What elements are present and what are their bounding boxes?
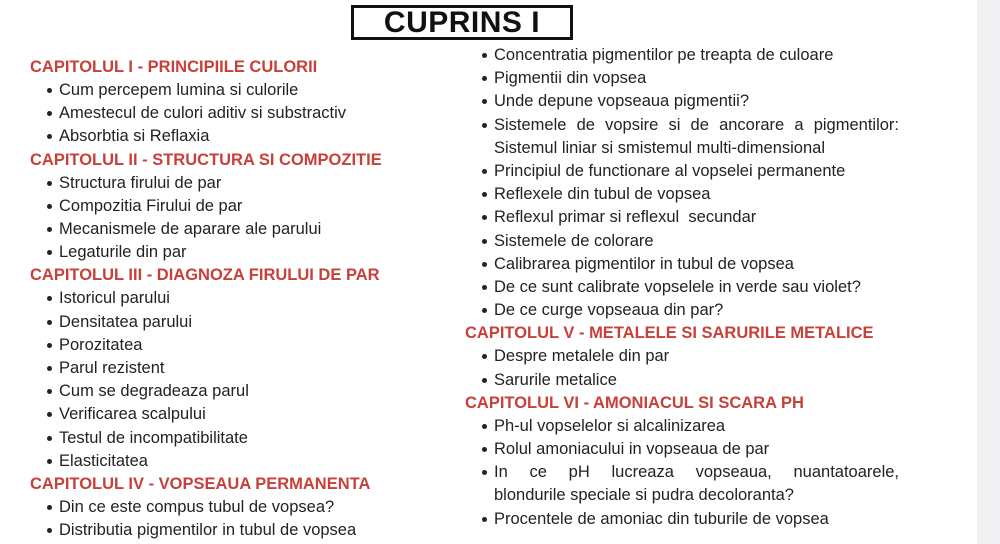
list-item: Principiul de functionare al vopselei permanente — [465, 160, 905, 183]
bullet-icon — [47, 436, 52, 441]
list-item: Porozitatea — [30, 334, 450, 357]
bullet-icon — [482, 192, 487, 197]
bullet-icon — [482, 354, 487, 359]
list-item: Testul de incompatibilitate — [30, 427, 450, 450]
bullet-icon — [482, 169, 487, 174]
chapter-heading: CAPITOLUL I - PRINCIPIILE CULORII — [30, 58, 318, 76]
list-item-line: In ce pH lucreaza vopseaua, nuantatoarele, — [494, 463, 899, 482]
bullet-icon — [482, 76, 487, 81]
bullet-icon — [482, 99, 487, 104]
bullet-icon — [482, 262, 487, 267]
list-item: De ce sunt calibrate vopselele in verde sau violet? — [465, 276, 905, 299]
right-column — [465, 44, 905, 531]
bullet-icon — [47, 250, 52, 255]
bullet-icon — [47, 204, 52, 209]
chapter-heading: CAPITOLUL VI - AMONIACUL SI SCARA PH — [465, 393, 804, 412]
list-item: Din ce este compus tubul de vopsea? — [30, 496, 450, 519]
list-item: De ce curge vopseaua din par? — [465, 299, 905, 322]
bullet-icon — [482, 424, 487, 429]
bullet-icon — [482, 378, 487, 383]
chapter-heading: CAPITOLUL II - STRUCTURA SI COMPOZITIE — [30, 150, 382, 169]
bullet-icon — [47, 528, 52, 533]
list-item: Elasticitatea — [30, 450, 450, 473]
bullet-icon — [47, 459, 52, 464]
chapter-heading: CAPITOLUL III - DIAGNOZA FIRULUI DE PAR — [30, 266, 380, 285]
list-item — [465, 461, 899, 507]
list-item: Compozitia Firului de par — [30, 195, 450, 218]
list-item: Sistemele de colorare — [465, 230, 905, 253]
bullet-icon — [482, 123, 487, 128]
bullet-icon — [47, 296, 52, 301]
list-item: Reflexele din tubul de vopsea — [465, 183, 905, 206]
list-item — [465, 114, 899, 160]
list-item: Cum se degradeaza parul — [30, 380, 450, 403]
list-item: Unde depune vopseaua pigmentii? — [465, 90, 905, 113]
list-item: Calibrarea pigmentilor in tubul de vopsea — [465, 253, 905, 276]
list-item: Procentele de amoniac din tuburile de vopsea — [465, 508, 905, 531]
list-item: Structura firului de par — [30, 172, 450, 195]
list-item: Pigmentii din vopsea — [465, 67, 905, 90]
bullet-icon — [47, 181, 52, 186]
bullet-icon — [482, 53, 487, 58]
list-item: Absorbtia si Reflaxia — [30, 125, 450, 148]
bullet-icon — [47, 412, 52, 417]
list-item: Distributia pigmentilor in tubul de vopsea — [30, 519, 450, 542]
page-title: CUPRINS I — [351, 5, 573, 40]
bullet-icon — [47, 389, 52, 394]
bullet-icon — [47, 320, 52, 325]
list-item: Verificarea scalpului — [30, 403, 450, 426]
list-item-line: blondurile speciale si pudra decoloranta? — [494, 486, 794, 505]
bullet-icon — [482, 308, 487, 313]
bullet-icon — [47, 366, 52, 371]
bullet-icon — [482, 215, 487, 220]
bullet-icon — [47, 88, 52, 93]
list-item: Concentratia pigmentilor pe treapta de culoare — [465, 44, 905, 67]
list-item: Densitatea parului — [30, 311, 450, 334]
bullet-icon — [47, 505, 52, 510]
bullet-icon — [47, 343, 52, 348]
list-item: Despre metalele din par — [465, 345, 905, 368]
bullet-icon — [482, 285, 487, 290]
chapter-heading: CAPITOLUL V - METALELE SI SARURILE METALICE — [465, 324, 874, 343]
list-item: Reflexul primar si reflexul secundar — [465, 206, 905, 229]
list-item-line: Sistemul liniar si smistemul multi-dimensional — [494, 138, 826, 157]
bullet-icon — [482, 447, 487, 452]
list-item: Amestecul de culori aditiv si substractiv — [30, 102, 450, 125]
chapter-heading: CAPITOLUL IV - VOPSEAUA PERMANENTA — [30, 475, 371, 494]
list-item: Cum percepem lumina si culorile — [30, 79, 450, 102]
list-item: Legaturile din par — [30, 241, 450, 264]
list-item: Ph-ul vopselelor si alcalinizarea — [465, 415, 905, 438]
bullet-icon — [482, 517, 487, 522]
list-item: Sarurile metalice — [465, 369, 905, 392]
bullet-icon — [47, 134, 52, 139]
bullet-icon — [482, 239, 487, 244]
bullet-icon — [482, 470, 487, 475]
list-item: Parul rezistent — [30, 357, 450, 380]
bullet-icon — [47, 111, 52, 116]
list-item: Mecanismele de aparare ale parului — [30, 218, 450, 241]
list-item: Istoricul parului — [30, 287, 450, 310]
left-column — [30, 56, 450, 542]
list-item: Rolul amoniacului in vopseaua de par — [465, 438, 905, 461]
bullet-icon — [47, 227, 52, 232]
list-item-line: Sistemele de vopsire si de ancorare a pigmentilor: — [494, 115, 899, 134]
